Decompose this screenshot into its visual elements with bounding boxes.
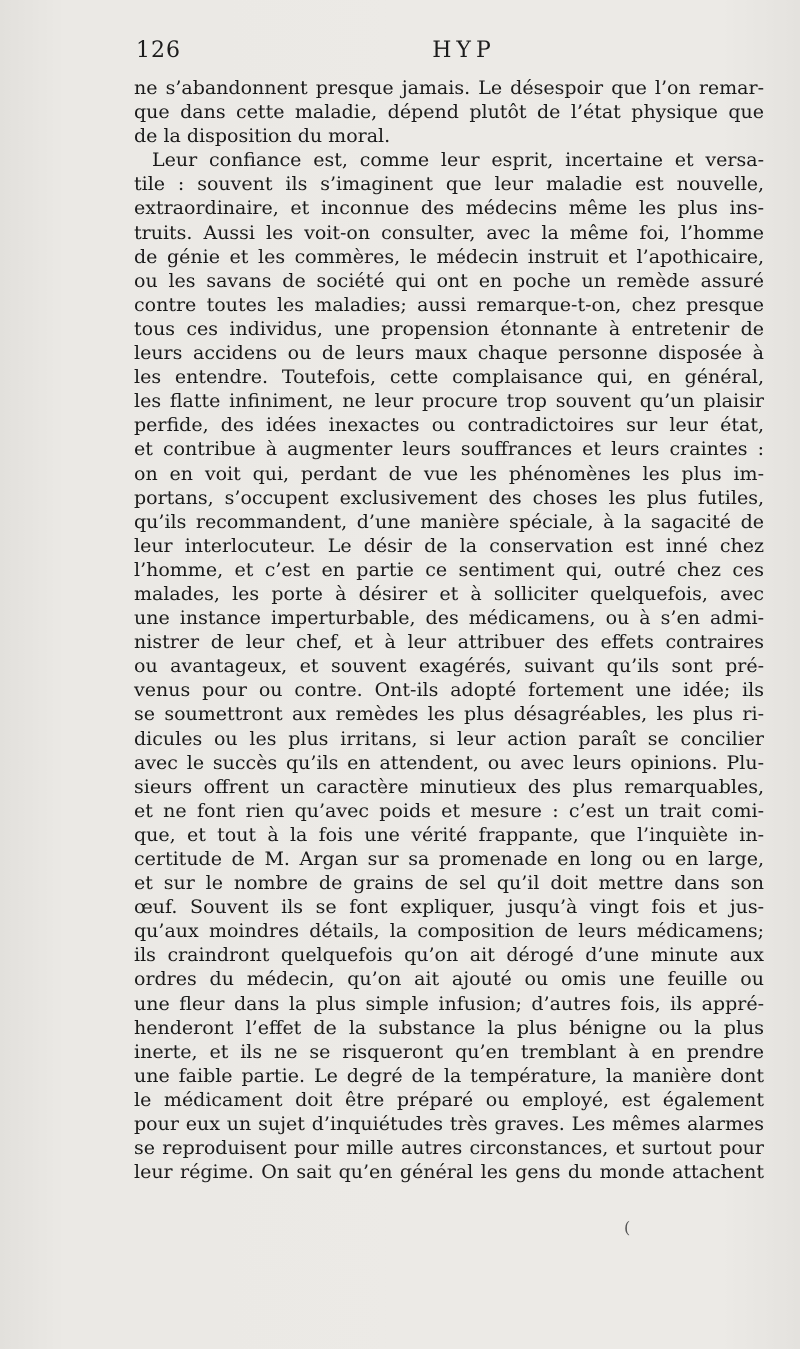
text-line: on en voit qui, perdant de vue les phénomènes les plus im- <box>134 462 764 485</box>
text-line: les flatte infiniment, ne leur procure trop souvent qu’un plaisir <box>134 390 764 413</box>
text-line: et contribue à augmenter leurs souffrances et leurs craintes : <box>134 438 764 461</box>
paragraph-first-line: Leur confiance est, comme leur esprit, incertaine et versa- <box>152 149 764 172</box>
text-line: ne s’abandonnent presque jamais. Le désespoir que l’on remar- <box>134 77 764 99</box>
text-line: inerte, et ils ne se risqueront qu’en tremblant à en prendre <box>134 1040 764 1063</box>
text-line: de génie et les commères, le médecin instruit et l’apothicaire, <box>134 245 764 268</box>
text-line: le médicament doit être préparé ou employé, est également <box>134 1088 764 1111</box>
running-head: HYP <box>432 38 496 63</box>
text-line: l’homme, et c’est en partie ce sentiment qui, outré chez ces <box>134 558 764 581</box>
text-line: se reproduisent pour mille autres circonstances, et surtout pour <box>134 1137 764 1160</box>
text-line: de la disposition du moral. <box>134 125 391 148</box>
text-line: sieurs offrent un caractère minutieux des plus remarquables, <box>134 775 764 798</box>
text-line: avec le succès qu’ils en attendent, ou avec leurs opinions. Plu- <box>134 751 764 774</box>
text-line: dicules ou les plus irritans, si leur action paraît se concilier <box>134 727 764 750</box>
text-line: leur interlocuteur. Le désir de la conservation est inné chez <box>134 534 764 557</box>
text-line: tile : souvent ils s’imaginent que leur maladie est nouvelle, <box>134 173 764 196</box>
text-line: et sur le nombre de grains de sel qu’il doit mettre dans son <box>134 872 764 895</box>
text-line: une faible partie. Le degré de la température, la manière dont <box>134 1064 764 1087</box>
text-line: leur régime. On sait qu’en général les gens du monde attachent <box>134 1161 764 1184</box>
stray-ink-mark: ( <box>624 1218 631 1237</box>
text-line: extraordinaire, et inconnue des médecins même les plus ins- <box>134 197 764 220</box>
page-header <box>134 38 764 74</box>
text-line: une instance imperturbable, des médicamens, ou à s’en admi- <box>134 607 764 630</box>
text-line: œuf. Souvent ils se font expliquer, jusqu’à vingt fois et jus- <box>134 896 764 919</box>
text-line: henderont l’effet de la substance la plus bénigne ou la plus <box>134 1016 764 1039</box>
text-line: nistrer de leur chef, et à leur attribuer des effets contraires <box>134 631 764 654</box>
text-line: portans, s’occupent exclusivement des choses les plus futiles, <box>134 486 764 509</box>
body-text <box>134 76 764 1184</box>
text-line: et ne font rien qu’avec poids et mesure : c’est un trait comi- <box>134 799 764 822</box>
text-line: qu’ils recommandent, d’une manière spéciale, à la sagacité de <box>134 510 764 533</box>
text-line: malades, les porte à désirer et à solliciter quelquefois, avec <box>134 582 764 605</box>
text-line: les entendre. Toutefois, cette complaisance qui, en général, <box>134 366 764 389</box>
text-line: ou avantageux, et souvent exagérés, suivant qu’ils sont pré- <box>134 655 764 678</box>
text-line: une fleur dans la plus simple infusion; d’autres fois, ils appré- <box>134 992 764 1015</box>
text-line: contre toutes les maladies; aussi remarque-t-on, chez presque <box>134 293 764 316</box>
text-line: tous ces individus, une propension étonnante à entretenir de <box>134 317 764 340</box>
text-line: se soumettront aux remèdes les plus désagréables, les plus ri- <box>134 703 764 726</box>
text-line: ils craindront quelquefois qu’on ait dérogé d’une minute aux <box>134 944 764 967</box>
page-number: 126 <box>136 38 181 63</box>
text-line: que dans cette maladie, dépend plutôt de l’état physique que <box>134 101 764 124</box>
text-line: que, et tout à la fois une vérité frappante, que l’inquiète in- <box>134 823 764 846</box>
text-line: venus pour ou contre. Ont-ils adopté fortement une idée; ils <box>134 679 764 702</box>
text-line: truits. Aussi les voit-on consulter, avec la même foi, l’homme <box>134 221 764 244</box>
text-line: qu’aux moindres détails, la composition de leurs médicamens; <box>134 920 764 943</box>
text-line: pour eux un sujet d’inquiétudes très graves. Les mêmes alarmes <box>134 1113 764 1136</box>
text-line: leurs accidens ou de leurs maux chaque personne disposée à <box>134 342 764 365</box>
text-line: certitude de M. Argan sur sa promenade en long ou en large, <box>134 848 764 870</box>
text-line: ou les savans de société qui ont en poche un remède assuré <box>134 269 764 292</box>
text-line: ordres du médecin, qu’on ait ajouté ou omis une feuille ou <box>134 968 764 991</box>
text-line: perfide, des idées inexactes ou contradictoires sur leur état, <box>134 414 764 437</box>
